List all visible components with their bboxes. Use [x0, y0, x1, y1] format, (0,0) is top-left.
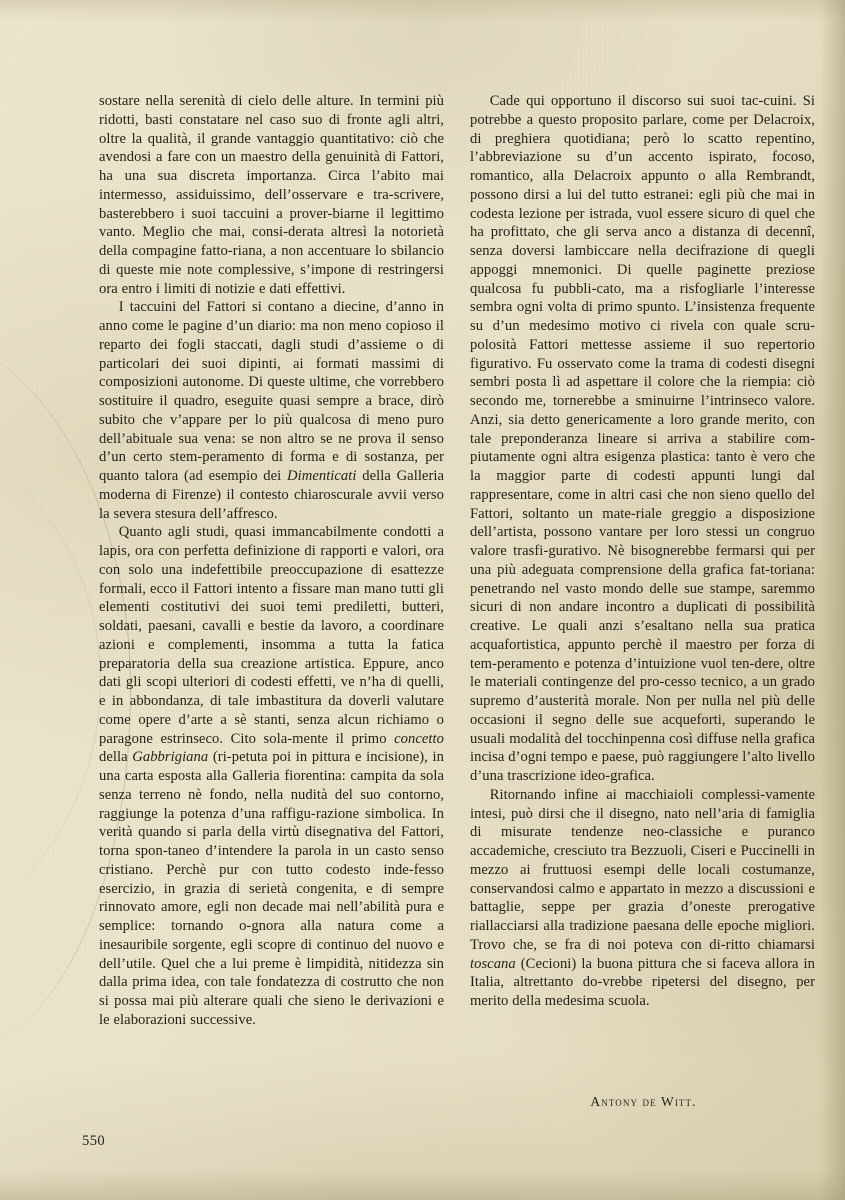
paragraph [470, 786, 815, 1011]
page-edge-shading-right [819, 0, 845, 1200]
left-text-column [99, 92, 444, 1030]
text-run: (ri-petuta poi in pittura e incisione), in una carta esposta alla Galleria fiorentina: campita da sola senza terreno nè fondo, nella nudità del suo contorno, raggiunge la potenza d’una raffigu-razione simbolica. In verità quando si parla della virtù disegnativa del Fattori, torna spon-taneo d’intendere la parola in un casto senso cristiano. Perchè pur con tutto codesto inde-fesso esercizio, in grazia di serietà congenita, e di sempre rinnovato amore, egli non decade mai nell’abilità pura e semplice: tornando o-gnora alla natura come a inesauribile sorgente, egli scopre di continuo del nuovo e dell’utile. Quel che a lui preme è limpidità, nitidezza sin dalla prima idea, con tale fondatezza di costrutto che non si possa mai più alterare quali che sieno le derivazioni e le elaborazioni successive. [99, 749, 444, 1028]
paper-crease-mark-secondary [0, 420, 101, 940]
text-run: Ritornando infine ai macchiaioli complessi-vamente intesi, può dirsi che il disegno, nato nell’aria di famiglia di misurate tendenze neo-classiche e puranco accademiche, cresciuto tra Bezzuoli, Ciseri e Puccinelli in mezzo ai fruttuosi esempi delle locali costumanze, conservandosi calmo e appartato in mezzo a discussioni e battaglie, seppe per grazia d’oneste prerogative riallacciarsi alla tradizione paesana delle epoche migliori. Trovo che, se fra di noi poteva con di-ritto chiamarsi [470, 786, 815, 953]
page-edge-shading-top [0, 0, 845, 22]
italic-term: concetto [394, 730, 444, 747]
text-run: (Cecioni) la buona pittura che si faceva allora in Italia, altrettanto do-vrebbe ripetersi del disegno, per merito della medesima scuola. [470, 955, 815, 1009]
paragraph [99, 92, 444, 298]
paragraph [470, 92, 815, 786]
page-number: 550 [82, 1133, 106, 1149]
paragraph [99, 298, 444, 523]
two-column-text-body [99, 92, 815, 1030]
text-run: I taccuini del Fattori si contano a diecine, d’anno in anno come le pagine d’un diario: ma non meno copioso il reparto dei fogli staccati, dagli studi d’assieme o di particolari dei suoi dipinti, ai formati massimi di composizioni autonome. Di queste ultime, che vorrebbero sostituire il quadro, eseguite quasi sempre a brace, dirò subito che v’appare per lo più qualcosa di meno puro dell’abituale sua vena: se non altro se ne prova il senso d’un certo stem-peramento di forma e di sostanza, per quanto talora (ad esempio dei [99, 299, 444, 484]
italic-term: Dimenticati [287, 468, 357, 484]
right-text-column [470, 92, 815, 1030]
page-edge-shading-bottom [0, 1170, 845, 1200]
text-run: della [99, 749, 133, 766]
text-run: Quanto agli studi, quasi immancabilmente condotti a lapis, ora con perfetta definizione di rapporti e valori, ora con solo una indefettibile preoccupazione di esattezze formali, ecco il Fattori intento a fissare man mano tutti gli elementi costitutivi dei suoi temi prediletti, butteri, soldati, paesani, cavalli e bestie da lavoro, a coordinare azioni e complementi, insomma a tutta la fatica preparatoria della sua creazione artistica. Eppure, anco dati gli scopi ulteriori di codesti effetti, ve n’ha di quelli, e in abbondanza, di tale imbastitura da doverli valutare come opere d’arte a sè stanti, senza alcun richiamo o paragone estrinseco. Cito sola-mente il primo [99, 524, 444, 747]
text-run: sostare nella serenità di cielo delle alture. In termini più ridotti, basti constatare nel caso suo di fronte agli altri, oltre la qualità, il grande vantaggio quantitativo: ciò che avendosi a fare con un maestro della genuinità di Fattori, ha una sua discreta importanza. Circa l’abito mai intermesso, assiduissimo, dell’osservare e tra-scrivere, basterebbero i suoi taccuini a prover-biarne il legittimo vanto. Meglio che mai, consi-derata altresì la notorietà della compagine fatto-riana, a non accentuare lo sbilancio di queste mie note complessive, s’impone di restringersi ora entro i limiti di notizie e dati effettivi. [99, 93, 444, 297]
author-signature: Antony de Witt. [590, 1094, 697, 1109]
italic-term: Gabbrigiana [132, 749, 209, 766]
paragraph [99, 523, 444, 1029]
italic-term: toscana [470, 955, 516, 972]
text-run: della Galleria moderna di Firenze) il contesto chiaroscurale avvii verso la severa stesura dell’affresco. [99, 468, 444, 522]
text-run: Cade qui opportuno il discorso sui suoi tac-cuini. Si potrebbe a questo proposito parlare, come per Delacroix, di preghiera quotidiana; però lo scatto repentino, l’abbreviazione su d’un accento ispirato, focoso, romantico, alla Delacroix appunto o alla Rembrandt, possono dirsi a lui del tutto estranei: egli più che mai in codesta lezione per istrada, vuol essere sicuro di quel che ha profittato, che gli serva anco a distanza di decennî, senza doversi lambiccare nella decifrazione di quegli appoggi mnemonici. Di quelle paginette preziose qualcosa fu pubbli-cato, ma a risfogliarle l’interesse sembra ogni volta di primo spunto. L’insistenza frequente su d’un medesimo motivo ci rivela con quale scru-polosità Fattori mettesse assieme il suo repertorio figurativo. Fu osservato come la trama di codesti disegni sembri posta lì ad aspettare il colore che la riempia: ciò secondo me, tornerebbe a sminuirne l’intrinseco valore. Anzi, sia detto genericamente a loro grande merito, con tale preponderanza lineare si arriva a stabilire com-piutamente ogni altra esigenza plastica: tanto è vero che la maggior parte di codesti appunti lungi dal rappresentare, come in altri casi che non sieno quello del Fattori, soltanto un mate-riale greggio a disposizione dell’artista, possono vantare per loro stessi un congruo valore trasfi-gurativo. Nè bisognerebbe fermarsi qui per una più adeguata comprensione della grafica fat-toriana: penetrando nel vasto mondo delle sue stampe, saremmo sicuri di non andare incontro a duplicati di possibilità creative. Le quali anzi s’esaltano nella sua pratica acquafortistica, appunto perchè il maestro per forza di tem-peramento e potenza d’intuizione vuol ten-dere, oltre le materiali contingenze del pro-cesso tecnico, a un grado supremo d’austerità morale. Non per nulla nel più delle occasioni il segno delle sue acqueforti, superando le usuali modalità del tocchinpenna così diffuse nella grafica incisa d’ogni tempo e paese, può raggiungere l’alto livello d’una trascrizione ideo-grafica. [470, 93, 815, 784]
